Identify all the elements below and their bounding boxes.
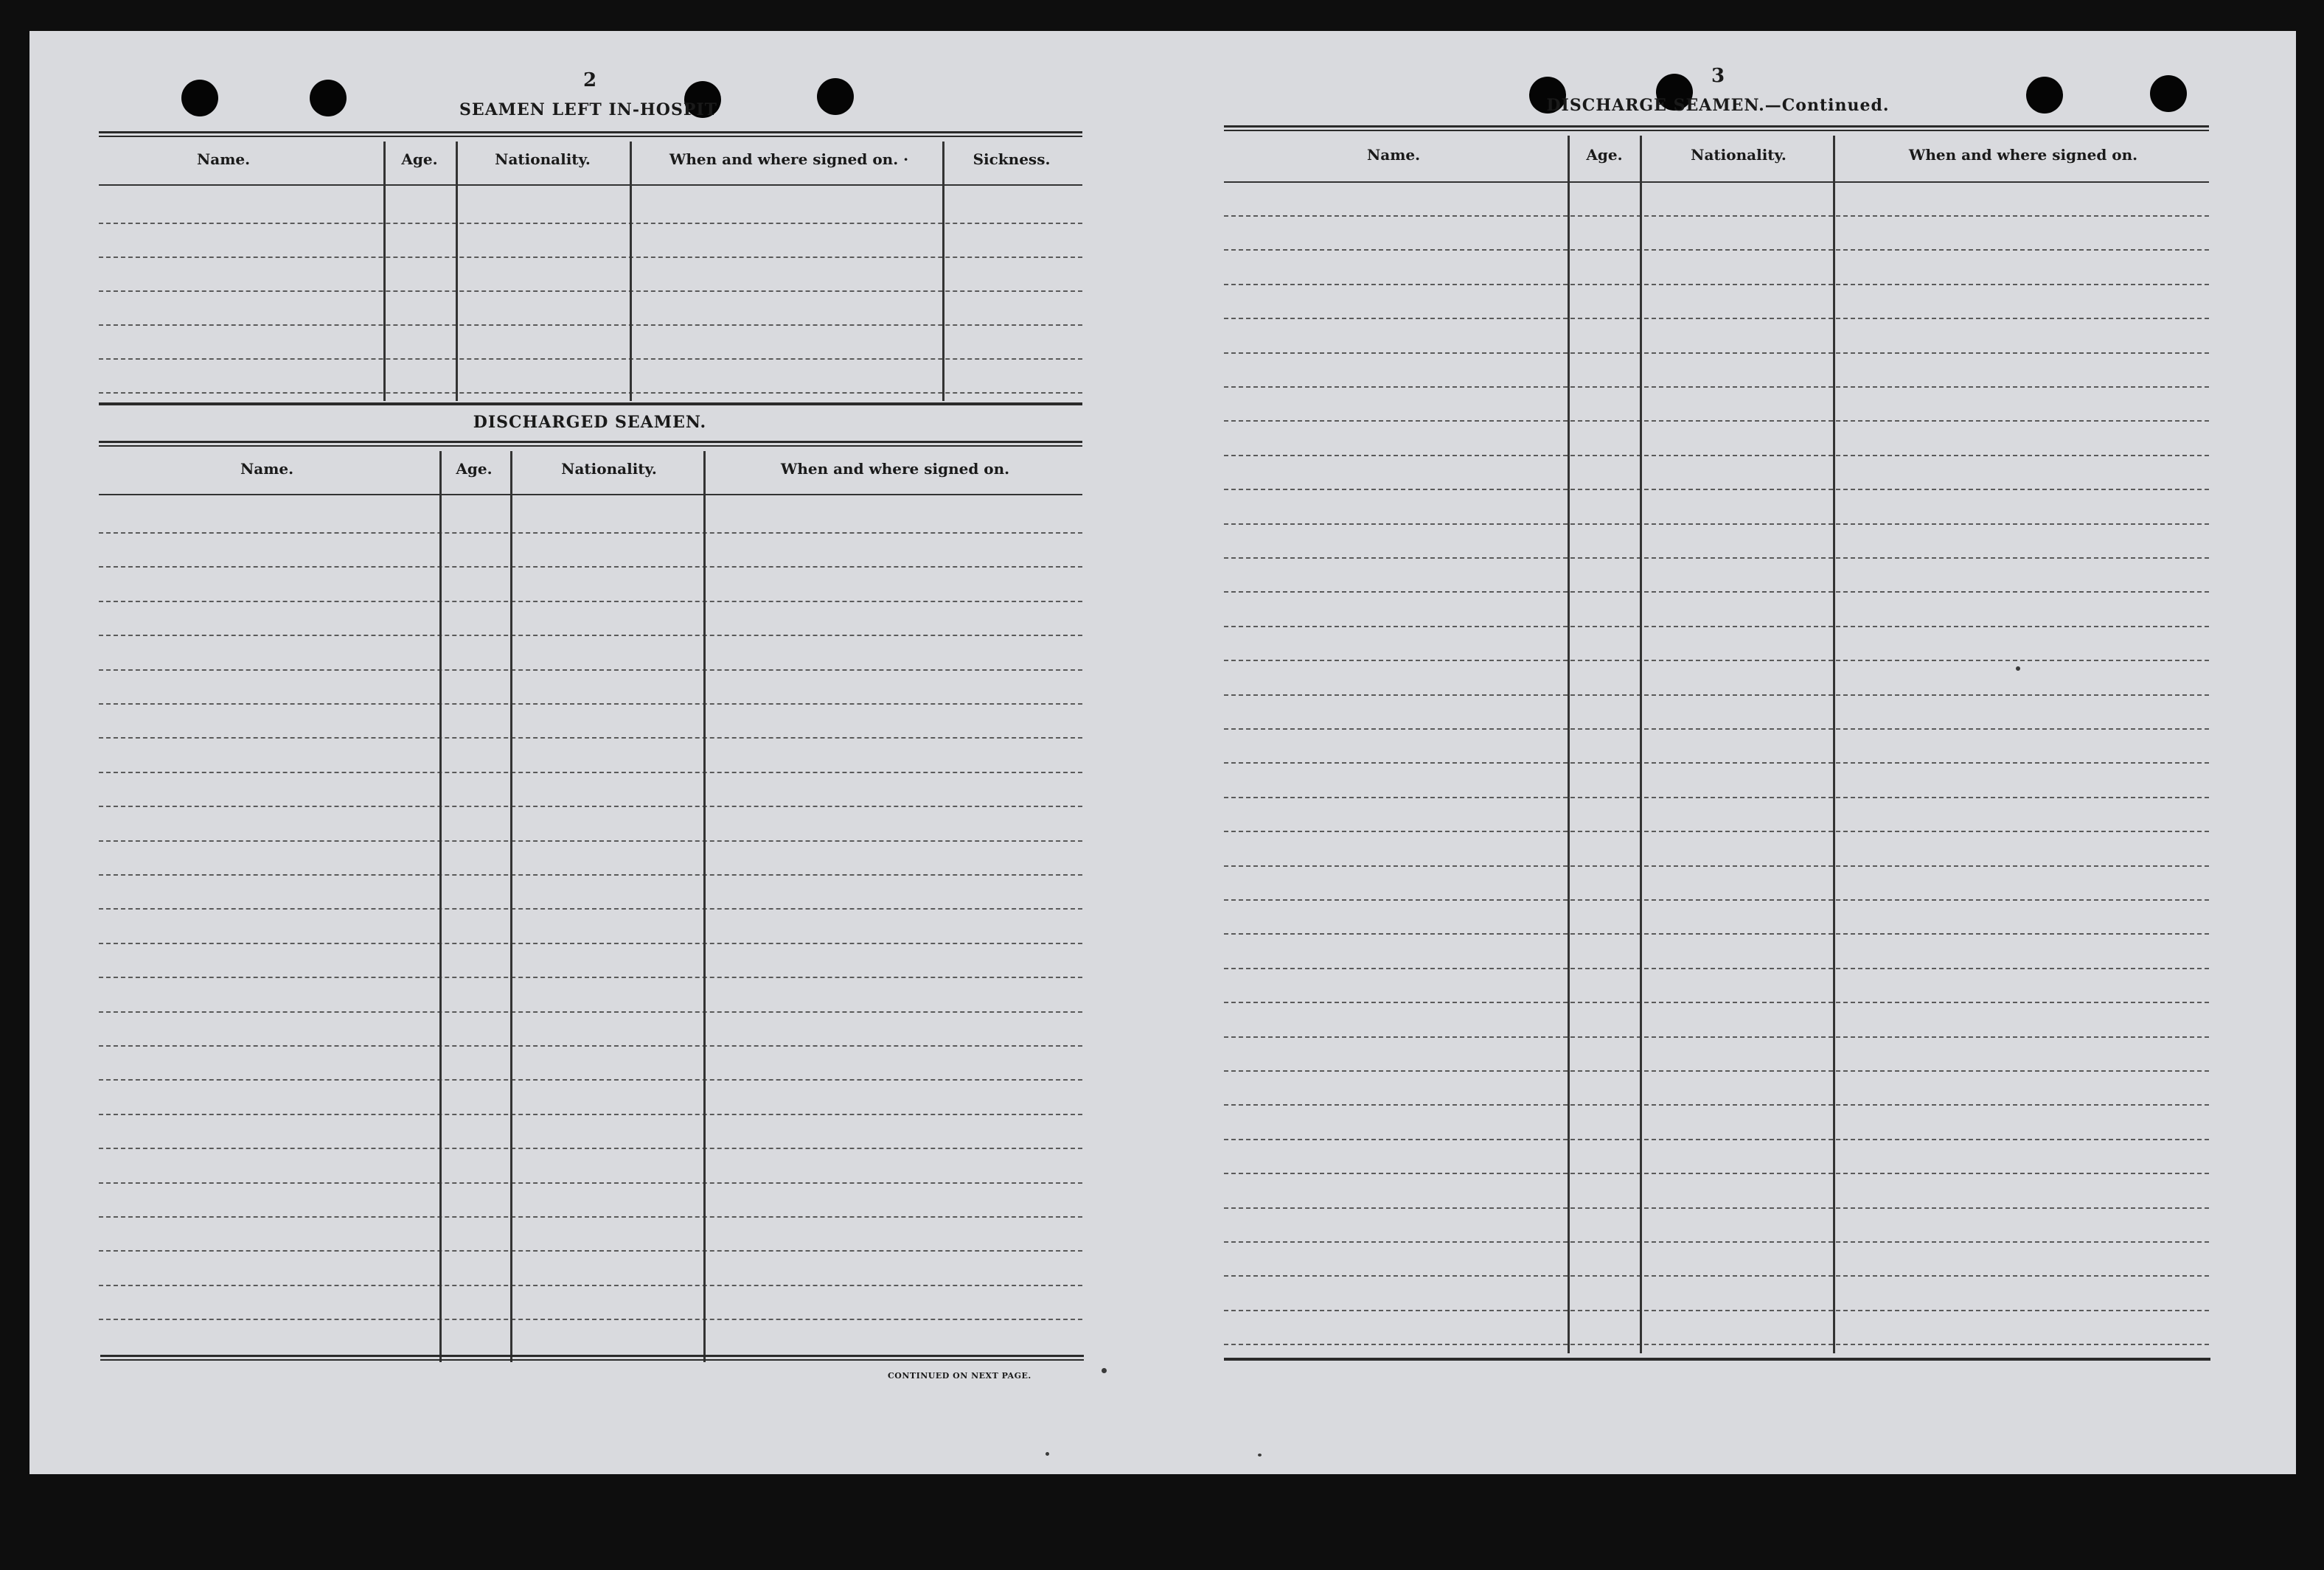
entry-line xyxy=(99,908,1082,910)
entry-line xyxy=(99,840,1082,842)
entry-line xyxy=(1224,523,2209,525)
entry-line xyxy=(1224,1070,2209,1072)
discharged-section-title: DISCHARGED SEAMEN. xyxy=(473,413,707,432)
entry-line xyxy=(99,737,1082,739)
entry-line xyxy=(99,1045,1082,1047)
column-divider xyxy=(1640,136,1642,1353)
entry-line xyxy=(99,358,1082,360)
entry-line xyxy=(99,1250,1082,1252)
entry-line xyxy=(1224,728,2209,730)
punch-hole xyxy=(817,78,854,115)
entry-line xyxy=(1224,249,2209,251)
punch-hole xyxy=(181,80,218,116)
entry-line xyxy=(1224,1241,2209,1243)
column-header-name: Name. xyxy=(196,150,251,168)
column-divider xyxy=(383,142,386,401)
entry-line xyxy=(99,703,1082,705)
entry-line xyxy=(99,392,1082,394)
punch-hole xyxy=(2026,77,2063,114)
entry-line xyxy=(99,1079,1082,1081)
rule xyxy=(99,131,1082,137)
right-section-title: DISCHARGE SEAMEN.—Continued. xyxy=(1546,96,1890,115)
entry-line xyxy=(1224,318,2209,319)
entry-line xyxy=(99,772,1082,773)
entry-line xyxy=(1224,591,2209,593)
column-divider xyxy=(630,142,632,401)
entry-line xyxy=(1224,899,2209,901)
header-rule xyxy=(99,494,1082,495)
speck xyxy=(1046,1452,1049,1456)
entry-line xyxy=(1224,1173,2209,1174)
rule xyxy=(1224,125,2209,131)
entry-line xyxy=(99,1319,1082,1320)
column-divider xyxy=(1568,136,1570,1353)
entry-line xyxy=(99,324,1082,326)
entry-line xyxy=(1224,1002,2209,1003)
entry-line xyxy=(1224,215,2209,217)
entry-line xyxy=(99,566,1082,568)
column-header-name: Name. xyxy=(240,460,294,478)
entry-line xyxy=(99,943,1082,944)
entry-line xyxy=(1224,1344,2209,1345)
entry-line xyxy=(1224,865,2209,867)
entry-line xyxy=(99,290,1082,292)
entry-line xyxy=(99,806,1082,807)
column-header-sickness: Sickness. xyxy=(973,150,1051,168)
speck xyxy=(2016,666,2020,671)
entry-line xyxy=(99,532,1082,534)
column-header-age: Age. xyxy=(401,150,438,168)
entry-line xyxy=(1224,968,2209,969)
column-divider xyxy=(1833,136,1835,1353)
entry-line xyxy=(99,1285,1082,1286)
entry-line xyxy=(1224,1310,2209,1311)
entry-line xyxy=(99,1148,1082,1149)
hospital-section-title: SEAMEN LEFT IN-HOSPIT xyxy=(459,100,718,119)
column-header-when-where: When and where signed on. · xyxy=(669,150,909,168)
entry-line xyxy=(1224,626,2209,627)
continued-note: CONTINUED ON NEXT PAGE. xyxy=(888,1371,1031,1381)
entry-line xyxy=(1224,797,2209,798)
entry-line xyxy=(1224,831,2209,832)
entry-line xyxy=(99,669,1082,671)
entry-line xyxy=(99,1114,1082,1115)
entry-line xyxy=(1224,933,2209,935)
page-number-right: 3 xyxy=(1711,65,1725,87)
punch-hole xyxy=(2150,75,2187,112)
speck xyxy=(1258,1454,1262,1456)
bottom-rule xyxy=(1224,1358,2210,1361)
column-header-nationality: Nationality. xyxy=(495,150,591,168)
entry-line xyxy=(99,1216,1082,1218)
entry-line xyxy=(1224,1104,2209,1106)
entry-line xyxy=(1224,557,2209,559)
entry-line xyxy=(99,601,1082,602)
entry-line xyxy=(1224,420,2209,422)
entry-line xyxy=(1224,455,2209,456)
header-rule xyxy=(1224,181,2209,183)
column-header-when-where: When and where signed on. xyxy=(1908,146,2138,164)
rule xyxy=(99,441,1082,447)
document-sheet xyxy=(29,31,2296,1474)
entry-line xyxy=(99,874,1082,876)
entry-line xyxy=(99,1182,1082,1184)
entry-line xyxy=(99,223,1082,224)
column-header-when-where: When and where signed on. xyxy=(780,460,1010,478)
entry-line xyxy=(99,977,1082,978)
entry-line xyxy=(1224,762,2209,764)
section-rule xyxy=(99,402,1082,405)
entry-line xyxy=(1224,352,2209,354)
entry-line xyxy=(99,257,1082,258)
column-divider xyxy=(439,451,442,1362)
entry-line xyxy=(1224,1036,2209,1038)
header-rule xyxy=(99,184,1082,186)
column-divider xyxy=(942,142,944,401)
entry-line xyxy=(1224,1139,2209,1140)
entry-line xyxy=(99,635,1082,636)
bottom-rule xyxy=(100,1355,1084,1361)
entry-line xyxy=(1224,660,2209,661)
page-number-left: 2 xyxy=(582,69,597,91)
column-header-nationality: Nationality. xyxy=(561,460,657,478)
speck xyxy=(1102,1368,1107,1373)
entry-line xyxy=(1224,1275,2209,1277)
column-header-name: Name. xyxy=(1366,146,1421,164)
entry-line xyxy=(1224,489,2209,490)
entry-line xyxy=(99,1011,1082,1013)
column-header-nationality: Nationality. xyxy=(1691,146,1787,164)
entry-line xyxy=(1224,694,2209,696)
punch-hole xyxy=(310,80,347,116)
entry-line xyxy=(1224,284,2209,285)
column-divider xyxy=(510,451,512,1362)
column-divider xyxy=(456,142,458,401)
entry-line xyxy=(1224,386,2209,388)
column-header-age: Age. xyxy=(456,460,493,478)
column-header-age: Age. xyxy=(1586,146,1623,164)
column-divider xyxy=(703,451,706,1362)
entry-line xyxy=(1224,1207,2209,1209)
